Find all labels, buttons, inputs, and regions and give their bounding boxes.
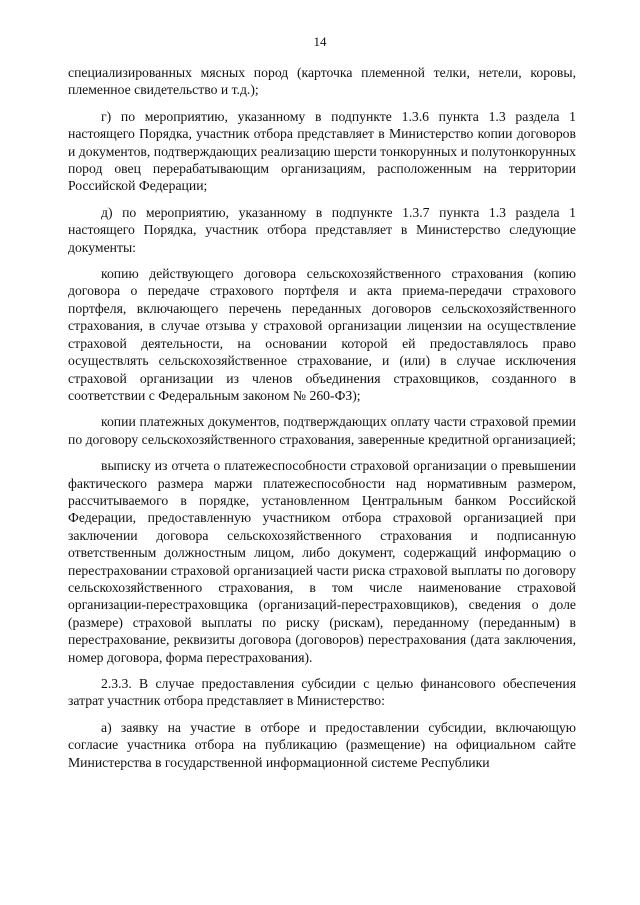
paragraph-continuation: специализированных мясных пород (карточка племенной телки, нетели, коровы, племенное свидетельство и т.д.); xyxy=(68,65,576,98)
page-number: 14 xyxy=(313,34,327,49)
paragraph-item-a: а) заявку на участие в отборе и предоставлении субсидии, включающую согласие участника отбора на публикацию (размещение) на официальном сайте Министерства в государственной информационной системе Республики xyxy=(68,719,576,770)
paragraph-solvency-report: выписку из отчета о платежеспособности страховой организации о превышении фактического размера маржи платежеспособности над нормативным размером, рассчитываемого в порядке, установленном Центральным банком Российской Федерации, предоставленную участником отбора страховой организацией при заключении договора сельскохозяйственного страхования и подписанную ответственным должностным лицом, либо документ, содержащий информацию о перестраховании страховой организацией части риска страховой выплаты по договору сельскохозяйственного страхования, в том числе наименование страховой организации-перестраховщика (организаций-перестраховщиков), сведения о доле (размере) страховой выплаты по риску (рискам), переданному (переданным) в перестрахование, реквизиты договора (договоров) перестрахования (дата заключения, номер договора, форма перестрахования). xyxy=(68,458,576,665)
paragraph-item-d: д) по мероприятию, указанному в подпункте 1.3.7 пункта 1.3 раздела 1 настоящего Порядка, участник отбора представляет в Министерство следующие документы: xyxy=(68,204,576,255)
paragraph-item-g: г) по мероприятию, указанному в подпункте 1.3.6 пункта 1.3 раздела 1 настоящего Порядка, участник отбора представляет в Министерство копии договоров и документов, подтверждающих реализацию шерсти тонкорунных и полутонкорунных пород овец перерабатывающим организациям, расположенным на территории Российской Федерации; xyxy=(68,108,576,194)
paragraph-insurance-contract: копию действующего договора сельскохозяйственного страхования (копию договора о передаче страхового портфеля и акта приема-передачи страхового портфеля, включающего перечень переданных договоров сельскохозяйственного страхования, в случае отзыва у страховой организации лицензии на осуществление страховой деятельности, на основании которой ей предоставлялось право осуществлять сельскохозяйственное страхование, и (или) в случае исключения страховой организации из членов объединения страховщиков, созданного в соответствии с Федеральным законом № 260-ФЗ); xyxy=(68,266,576,403)
document-body xyxy=(68,64,576,780)
paragraph-section-2-3-3: 2.3.3. В случае предоставления субсидии с целью финансового обеспечения затрат участник отбора представляет в Министерство: xyxy=(68,676,576,709)
paragraph-payment-documents: копии платежных документов, подтверждающих оплату части страховой премии по договору сельскохозяйственного страхования, заверенные кредитной организацией; xyxy=(68,414,576,447)
